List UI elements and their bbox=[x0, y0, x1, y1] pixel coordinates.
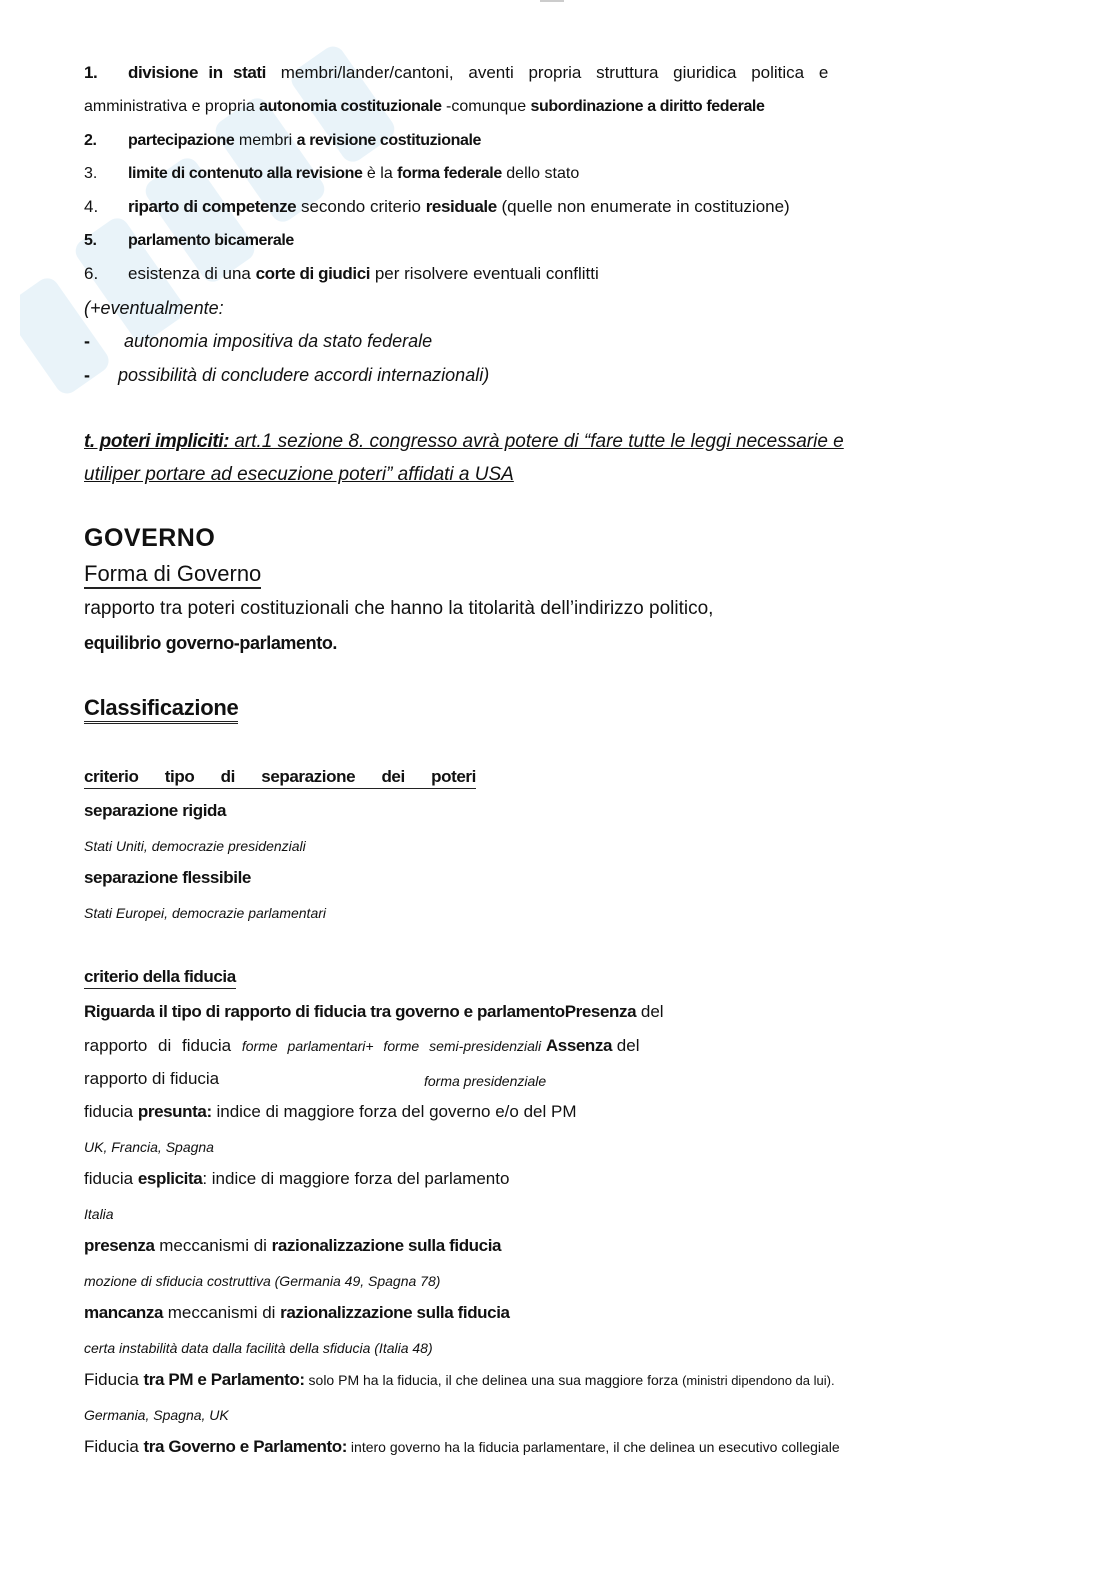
fiducia-presunta bbox=[84, 1101, 577, 1123]
pm-example: Germania, Spagna, UK bbox=[84, 1407, 229, 1423]
list-text: membri bbox=[234, 132, 297, 149]
list-text: amministrativa e propria bbox=[84, 98, 260, 115]
mancanza-meccanismi bbox=[84, 1302, 510, 1324]
eventual-intro: (+eventualmente: bbox=[84, 298, 224, 318]
list-item-4 bbox=[84, 196, 790, 218]
list-number: 1. bbox=[84, 63, 98, 82]
fiducia-text: : indice di maggiore forza del parlamento bbox=[202, 1169, 510, 1188]
assenza-label: Assenza bbox=[545, 1036, 613, 1055]
fiducia-governo-parlamento bbox=[84, 1436, 840, 1458]
presenza-example: mozione di sfiducia costruttiva (Germania 49, Spagna 78) bbox=[84, 1273, 441, 1289]
list-text-bold: partecipazione bbox=[128, 132, 235, 149]
list-text: dello stato bbox=[501, 165, 580, 182]
esplicita-example: Italia bbox=[84, 1206, 114, 1222]
separazione-rigida: separazione rigida bbox=[84, 801, 227, 820]
fiducia-pm-parlamento bbox=[84, 1369, 835, 1392]
governo-desc-2: equilibrio governo-parlamento. bbox=[84, 633, 338, 653]
list-item-6 bbox=[84, 263, 599, 285]
list-text: esistenza di una bbox=[128, 264, 256, 283]
criterio-fiducia-title: criterio della fiducia bbox=[84, 966, 236, 989]
page-mark bbox=[540, 0, 564, 2]
fiducia-line-3 bbox=[84, 1068, 547, 1090]
fiducia-text: solo PM ha la fiducia, il che delinea una sua maggiore forza bbox=[304, 1372, 683, 1388]
fiducia-text: meccanismi di bbox=[154, 1236, 272, 1255]
separazione-flessibile: separazione flessibile bbox=[84, 868, 251, 887]
list-text: -comunque bbox=[441, 98, 531, 115]
fiducia-text: rapporto di fiducia bbox=[84, 1036, 242, 1055]
mancanza-example: certa instabilità data dalla facilità della sfiducia (Italia 48) bbox=[84, 1340, 433, 1356]
esplicita-label: esplicita bbox=[137, 1169, 203, 1188]
razionalizzazione-label: razionalizzazione sulla fiducia bbox=[271, 1236, 502, 1255]
eventual-text: autonomia impositiva da stato federale bbox=[124, 331, 433, 351]
fiducia-text: Fiducia bbox=[84, 1370, 144, 1389]
list-text-bold: corte di giudici bbox=[255, 264, 371, 283]
list-text-bold: forma federale bbox=[397, 165, 502, 182]
list-number: 5. bbox=[84, 232, 97, 249]
list-text-bold: autonomia costituzionale bbox=[259, 98, 442, 115]
bullet: - bbox=[84, 331, 90, 351]
list-text: secondo criterio bbox=[296, 197, 426, 216]
list-text: per risolvere eventuali conflitti bbox=[370, 264, 599, 283]
list-text: è la bbox=[362, 165, 398, 182]
fiducia-text-bold: Riguarda il tipo di rapporto di fiducia tra governo e parlamento bbox=[84, 1002, 565, 1021]
separazione-flessibile-example: Stati Europei, democrazie parlamentari bbox=[84, 905, 327, 921]
mancanza-label: mancanza bbox=[84, 1303, 164, 1322]
poteri-impliciti-line1 bbox=[84, 431, 844, 453]
poteri-impliciti-line2: utiliper portare ad esecuzione poteri” affidati a USA bbox=[84, 464, 514, 485]
governo-parlamento-label: tra Governo e Parlamento: bbox=[143, 1437, 348, 1456]
fiducia-text: fiducia bbox=[84, 1102, 138, 1121]
list-text: (quelle non enumerate in costituzione) bbox=[496, 197, 790, 216]
eventual-text: possibilità di concludere accordi internazionali) bbox=[118, 365, 490, 385]
fiducia-line-1 bbox=[84, 1001, 664, 1023]
eventual-item-1 bbox=[84, 330, 432, 352]
presunta-label: presunta: bbox=[137, 1102, 212, 1121]
razionalizzazione-label: razionalizzazione sulla fiducia bbox=[280, 1303, 510, 1322]
list-number: 6. bbox=[84, 264, 99, 283]
list-number: 2. bbox=[84, 132, 97, 149]
fiducia-text: indice di maggiore forza del governo e/o del PM bbox=[211, 1102, 577, 1121]
list-text-bold: riparto di competenze bbox=[128, 197, 297, 216]
list-text-bold: limite di contenuto alla revisione bbox=[128, 165, 363, 182]
list-text-bold: subordinazione a diritto federale bbox=[530, 98, 765, 115]
fiducia-text: Fiducia bbox=[84, 1437, 144, 1456]
list-text-bold: divisione in stati bbox=[128, 63, 266, 82]
list-item-1-continued bbox=[84, 96, 764, 118]
list-text: membri/lander/cantoni, aventi propria struttura giuridica politica e bbox=[266, 63, 829, 82]
fiducia-text: rapporto di fiducia bbox=[84, 1069, 220, 1088]
list-item-1 bbox=[84, 62, 828, 84]
presenza-meccanismi bbox=[84, 1235, 501, 1257]
governo-desc-1: rapporto tra poteri costituzionali che hanno la titolarità dell’indirizzo politico, bbox=[84, 598, 714, 619]
pm-parlamento-label: tra PM e Parlamento: bbox=[143, 1370, 305, 1389]
presunta-example: UK, Francia, Spagna bbox=[84, 1139, 214, 1155]
criterio-separazione-title: criterio tipo di separazione dei poteri bbox=[84, 766, 476, 789]
list-text-bold: a revisione costituzionale bbox=[296, 132, 481, 149]
fiducia-text: del bbox=[612, 1036, 640, 1055]
presenza-label: presenza bbox=[84, 1236, 155, 1255]
subsection-title: Forma di Governo bbox=[84, 561, 261, 589]
list-item-2 bbox=[84, 130, 481, 152]
fiducia-text: del bbox=[636, 1002, 664, 1021]
list-item-3 bbox=[84, 163, 579, 185]
separazione-rigida-example: Stati Uniti, democrazie presidenziali bbox=[84, 838, 306, 854]
forma-presidenziale: forma presidenziale bbox=[424, 1073, 547, 1089]
fiducia-text: fiducia bbox=[84, 1169, 138, 1188]
fiducia-text: intero governo ha la fiducia parlamentare, il che delinea un esecutivo collegiale bbox=[347, 1439, 840, 1455]
list-number: 3. bbox=[84, 165, 98, 182]
list-text-bold: parlamento bicamerale bbox=[128, 232, 294, 249]
fiducia-esplicita bbox=[84, 1168, 509, 1190]
fiducia-note: (ministri dipendono da lui). bbox=[682, 1373, 835, 1388]
section-title: GOVERNO bbox=[84, 524, 216, 552]
classificazione-title: Classificazione bbox=[84, 695, 238, 724]
presenza-label: Presenza bbox=[564, 1002, 637, 1021]
list-number: 4. bbox=[84, 197, 99, 216]
eventual-item-2 bbox=[84, 364, 489, 386]
fiducia-text: meccanismi di bbox=[163, 1303, 281, 1322]
poteri-label: t. poteri impliciti: bbox=[84, 431, 230, 452]
poteri-text: art.1 sezione 8. congresso avrà potere di “fare tutte le leggi necessarie e bbox=[229, 431, 844, 452]
bullet: - bbox=[84, 365, 90, 385]
forme-example: forme parlamentari+ forme semi-presidenziali bbox=[241, 1038, 542, 1054]
fiducia-line-2 bbox=[84, 1035, 640, 1057]
list-item-5 bbox=[84, 230, 294, 252]
list-text-bold: residuale bbox=[425, 197, 497, 216]
